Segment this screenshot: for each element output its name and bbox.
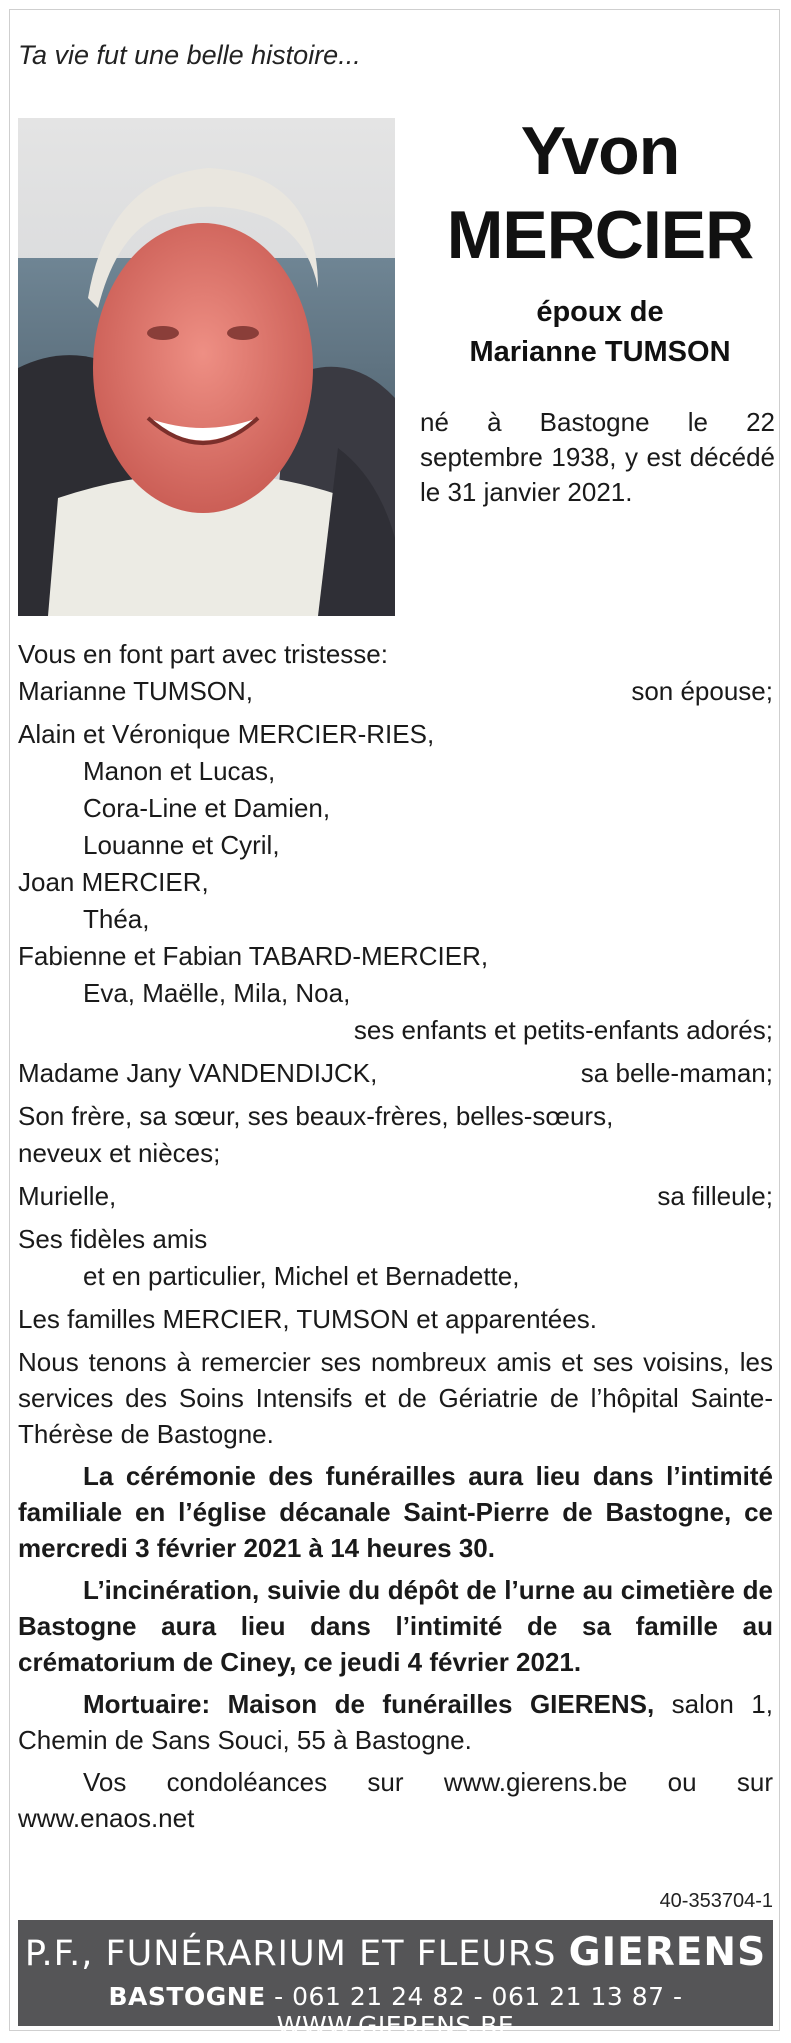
godchild-row (18, 1178, 773, 1215)
spouse-name: Marianne TUMSON (469, 336, 731, 368)
family-row: Fabienne et Fabian TABARD-MERCIER, (18, 941, 489, 971)
godchild-name: Murielle, (18, 1181, 117, 1211)
mortuary-address: salon 1, Chemin de Sans Souci, 55 à Bastogne. (18, 1689, 773, 1755)
friends-line: et en particulier, Michel et Bernadette, (83, 1261, 520, 1291)
deceased-last-name: MERCIER (446, 197, 754, 273)
family-row: Louanne et Cyril, (83, 830, 280, 860)
birth-death-info: né à Bastogne le 22 septembre 1938, y est décédé le 31 janvier 2021. (420, 407, 775, 507)
banner-brand: GIERENS (568, 1930, 767, 1975)
family-relation: sa belle-maman; (580, 1058, 773, 1088)
family-row (18, 1055, 773, 1092)
cremation-paragraph: L’incinération, suivie du dépôt de l’urne au cimetière de Bastogne aura lieu dans l’intimité de sa famille au crématorium de Ciney, ce jeudi 4 février 2021. (18, 1575, 773, 1677)
family-relation: son épouse; (631, 676, 773, 706)
condolences-paragraph: Vos condoléances sur www.gierens.be ou sur www.enaos.net (18, 1767, 773, 1833)
family-row (18, 673, 773, 710)
banner-title (18, 1930, 773, 1975)
tagline: Ta vie fut une belle histoire... (18, 40, 361, 70)
funeral-home-banner (18, 1920, 773, 2040)
family-row: Joan MERCIER, (18, 867, 209, 897)
thanks-paragraph: Nous tenons à remercier ses nombreux amis et ses voisins, les services des Soins Intensifs et de Gériatrie de l’hôpital Sainte-Thérèse de Bastogne. (18, 1347, 773, 1449)
banner-city: BASTOGNE (108, 1982, 266, 2011)
banner-prefix: P.F., FUNÉRARIUM ET FLEURS (24, 1934, 569, 1974)
siblings-line: Son frère, sa sœur, ses beaux-frères, belles-sœurs, (18, 1101, 614, 1131)
deceased-first-name: Yvon (520, 113, 680, 189)
reference-number: 40-353704-1 (659, 1890, 773, 1912)
mortuary-bold: Mortuaire: Maison de funérailles GIERENS, (83, 1689, 655, 1719)
family-row: Théa, (83, 904, 150, 934)
family-relation: ses enfants et petits-enfants adorés; (353, 1015, 773, 1045)
family-row: Eva, Maëlle, Mila, Noa, (83, 978, 351, 1008)
siblings-line: neveux et nièces; (18, 1138, 221, 1168)
friends-line: Ses fidèles amis (18, 1224, 208, 1254)
family-row: Cora-Line et Damien, (83, 793, 331, 823)
portrait-photo (18, 118, 395, 616)
family-row (18, 1012, 773, 1049)
mortuary-paragraph (18, 1686, 773, 1758)
banner-contacts (18, 1982, 773, 2040)
announcement-body (18, 636, 773, 1836)
family-name: Madame Jany VANDENDIJCK, (18, 1058, 378, 1088)
announcement-intro: Vous en font part avec tristesse: (18, 639, 388, 669)
family-row: Manon et Lucas, (83, 756, 276, 786)
family-name: Marianne TUMSON, (18, 676, 254, 706)
spouse-prefix: époux de (536, 296, 664, 328)
portrait-illustration (18, 118, 395, 616)
families-line: Les familles MERCIER, TUMSON et apparentées. (18, 1304, 597, 1334)
banner-phone-web: - 061 21 24 82 - 061 21 13 87 - WWW.GIERENS.BE (265, 1982, 683, 2040)
family-row: Alain et Véronique MERCIER-RIES, (18, 719, 435, 749)
ceremony-paragraph: La cérémonie des funérailles aura lieu dans l’intimité familiale en l’église décanale Saint-Pierre de Bastogne, ce mercredi 3 février 2021 à 14 heures 30. (18, 1461, 773, 1563)
godchild-relation: sa filleule; (657, 1181, 773, 1211)
